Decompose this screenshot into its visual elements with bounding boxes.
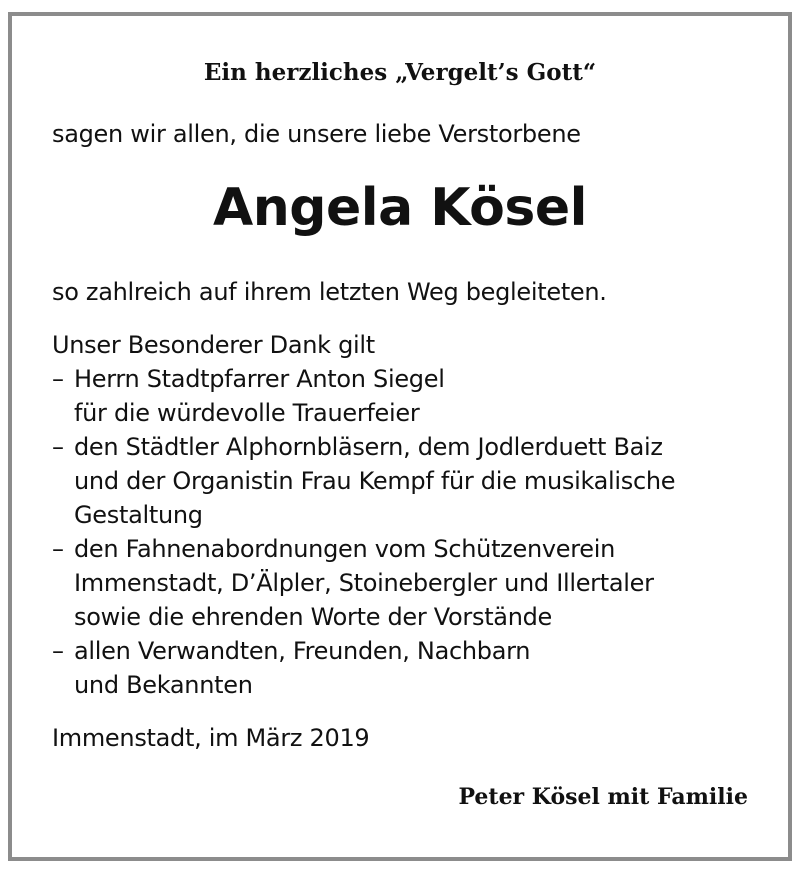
thanks-line: Gestaltung (74, 501, 203, 529)
thanks-line: den Städtler Alphornbläsern, dem Jodlerduett Baiz (74, 433, 663, 461)
thanks-line: für die würdevolle Trauerfeier (74, 399, 420, 427)
thanks-line: Herrn Stadtpfarrer Anton Siegel (74, 365, 445, 393)
intro-text: sagen wir allen, die unsere liebe Verstorbene (52, 120, 581, 148)
thanks-line: sowie die ehrenden Worte der Vorstände (74, 603, 553, 631)
notice-heading: Ein herzliches „Vergelt’s Gott“ (203, 59, 597, 86)
thanks-line: den Fahnenabordnungen vom Schützenverein (74, 535, 616, 563)
place-date: Immenstadt, im März 2019 (52, 724, 370, 752)
thanks-line: und der Organistin Frau Kempf für die musikalische (74, 467, 676, 495)
thanks-line: Immenstadt, D’Älpler, Stoinebergler und Illertaler (74, 569, 654, 597)
list-dash: – (52, 637, 64, 665)
deceased-name: Angela Kösel (213, 178, 587, 238)
thanks-list (52, 328, 675, 702)
list-dash: – (52, 433, 64, 461)
thanks-item-music (52, 430, 675, 532)
list-dash: – (52, 365, 64, 393)
signature: Peter Kösel mit Familie (458, 784, 748, 810)
thanks-line: und Bekannten (74, 671, 253, 699)
thanks-item-pastor (52, 362, 675, 430)
list-dash: – (52, 535, 64, 563)
thanks-line: allen Verwandten, Freunden, Nachbarn (74, 637, 531, 665)
thanks-intro: Unser Besonderer Dank gilt (52, 331, 375, 359)
after-name-text: so zahlreich auf ihrem letzten Weg begleiteten. (52, 278, 607, 306)
thanks-item-relatives (52, 634, 675, 702)
thanks-item-flags (52, 532, 675, 634)
